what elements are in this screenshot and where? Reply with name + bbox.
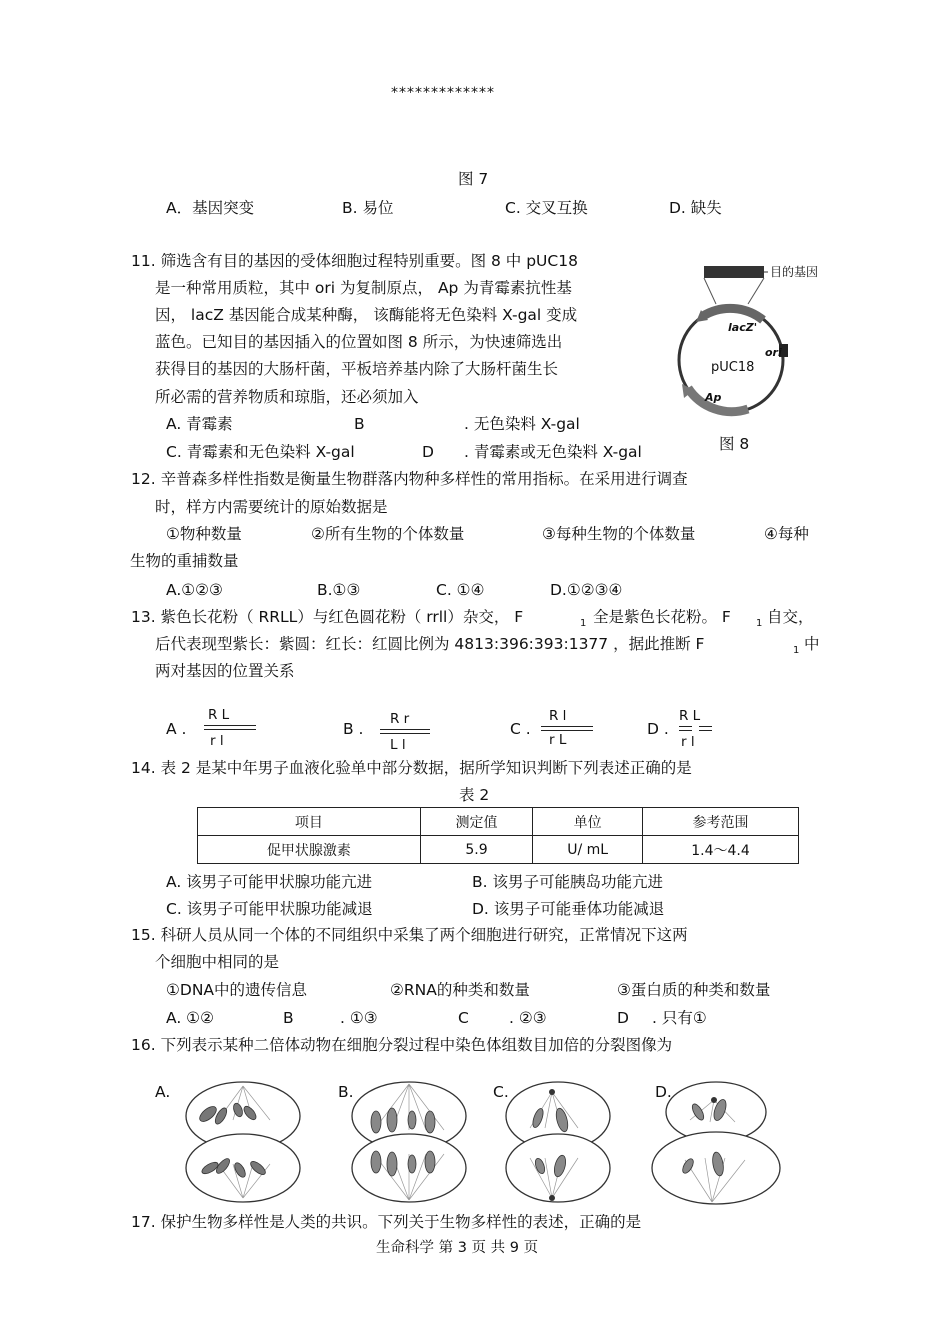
q13-option-d-diagram xyxy=(677,708,717,750)
q15-option-d-label: D xyxy=(617,1009,629,1027)
plasmid-diagram xyxy=(668,260,808,430)
q13-option-c-label: C . xyxy=(510,720,531,738)
target-gene-label: 目的基因 xyxy=(770,265,819,279)
q13-option-b-label: B . xyxy=(343,720,364,738)
figure-7-caption: 图 7 xyxy=(458,170,489,188)
target-gene-bar xyxy=(704,266,764,278)
q13-sub-3: 1 xyxy=(793,645,800,656)
q13-option-a-diagram xyxy=(204,707,256,749)
q15-line-2: 个细胞中相同的是 xyxy=(155,953,280,971)
lacz-label: lacZ' xyxy=(728,321,758,334)
q15-option-c-text: . ②③ xyxy=(509,1009,547,1027)
table-header: 单位 xyxy=(533,808,643,836)
q10-option-b: B. 易位 xyxy=(342,199,394,217)
q16-label-c: C. xyxy=(493,1083,509,1101)
q12-item-1: ①物种数量 xyxy=(166,525,242,543)
cell-diagram-b xyxy=(344,1080,474,1205)
q15-option-d-text: . 只有① xyxy=(652,1009,707,1027)
q13-b-bottom: L l xyxy=(390,737,406,753)
header-stars: ************* xyxy=(391,85,495,101)
q12-line-1: 12. 辛普森多样性指数是衡量生物群落内物种多样性的常用指标。在采用进行调查 xyxy=(131,470,688,488)
q16-line-1: 16. 下列表示某种二倍体动物在细胞分裂过程中染色体组数目加倍的分裂图像为 xyxy=(131,1036,673,1054)
q17-line-1: 17. 保护生物多样性是人类的共识。下列关于生物多样性的表述，正确的是 xyxy=(131,1213,642,1231)
q15-option-b-label: B xyxy=(283,1009,294,1027)
q15-item-1: ①DNA中的遗传信息 xyxy=(166,981,308,999)
plasmid-name: pUC18 xyxy=(711,360,755,375)
q11-option-c: C. 青霉素和无色染料 X-gal xyxy=(166,443,355,461)
cell-diagram-c xyxy=(500,1080,630,1205)
q16-label-d: D. xyxy=(655,1083,672,1101)
q13-option-b-diagram xyxy=(380,711,430,753)
q12-option-d: D.①②③④ xyxy=(550,581,623,599)
table-cell: U/ mL xyxy=(533,836,643,864)
figure-8-caption: 图 8 xyxy=(719,435,750,453)
table-2-title: 表 2 xyxy=(459,786,490,804)
q16-label-a: A. xyxy=(155,1083,171,1101)
ap-label: Ap xyxy=(705,391,722,404)
q16-label-b: B. xyxy=(338,1083,354,1101)
q13-line-1: 13. 紫色长花粉（ RRLL）与红色圆花粉（ rrll）杂交， F xyxy=(131,608,524,626)
q13-option-a-label: A . xyxy=(166,720,187,738)
cell-diagram-a xyxy=(178,1080,308,1205)
q12-line-4: 生物的重捕数量 xyxy=(130,552,239,570)
q11-line-3: 因， lacZ 基因能合成某种酶， 该酶能将无色染料 X-gal 变成 xyxy=(155,306,578,324)
blood-test-table xyxy=(197,807,799,864)
q14-option-b: B. 该男子可能胰岛功能亢进 xyxy=(472,873,663,891)
q12-item-2: ②所有生物的个体数量 xyxy=(311,525,465,543)
q12-option-a: A.①②③ xyxy=(166,581,223,599)
q13-sub-2: 1 xyxy=(756,618,763,629)
table-header: 参考范围 xyxy=(643,808,799,836)
q13-line-2b: 中 xyxy=(804,635,820,653)
q11-line-2: 是一种常用质粒，其中 ori 为复制原点， Ap 为青霉素抗性基 xyxy=(155,279,572,297)
q13-line-1c: 自交， xyxy=(767,608,814,626)
q13-option-c-diagram xyxy=(541,708,593,750)
q13-c-top: R l xyxy=(549,708,567,724)
q13-sub-1: 1 xyxy=(580,618,587,629)
ori-label: ori xyxy=(765,346,782,359)
q15-option-b-text: . ①③ xyxy=(340,1009,378,1027)
q13-d-top: R L xyxy=(679,708,701,724)
table-cell: 促甲状腺激素 xyxy=(198,836,421,864)
q11-option-a: A. 青霉素 xyxy=(166,415,233,433)
q15-item-2: ②RNA的种类和数量 xyxy=(390,981,530,999)
q11-line-5: 获得目的基因的大肠杆菌，平板培养基内除了大肠杆菌生长 xyxy=(155,360,559,378)
table-header-row xyxy=(198,808,799,836)
q13-line-3: 两对基因的位置关系 xyxy=(155,662,295,680)
q13-a-top: R L xyxy=(208,707,230,723)
table-header: 测定值 xyxy=(420,808,533,836)
q13-c-bottom: r L xyxy=(549,732,567,748)
q11-option-b-text: . 无色染料 X-gal xyxy=(464,415,580,433)
q13-line-2: 后代表现型紫长：紫圆：红长：红圆比例为 4813:396:393:1377 ，据此推断 F xyxy=(155,635,705,653)
q12-item-4: ④每种 xyxy=(764,525,809,543)
q11-line-1: 11. 筛选含有目的基因的受体细胞过程特别重要。图 8 中 pUC18 xyxy=(131,252,578,270)
table-cell: 1.4～4.4 xyxy=(643,836,799,864)
q13-line-1b: 全是紫色长花粉。 F xyxy=(593,608,731,626)
q13-b-top: R r xyxy=(390,711,410,727)
q10-option-c: C. 交叉互换 xyxy=(505,199,588,217)
q11-option-b-label: B xyxy=(354,415,365,433)
q15-option-c-label: C xyxy=(458,1009,469,1027)
q14-line-1: 14. 表 2 是某中年男子血液化验单中部分数据，据所学知识判断下列表述正确的是 xyxy=(131,759,692,777)
q11-option-d-text: . 青霉素或无色染料 X-gal xyxy=(464,443,642,461)
q13-option-d-label: D . xyxy=(647,720,669,738)
q12-line-2: 时，样方内需要统计的原始数据是 xyxy=(155,498,388,516)
q15-line-1: 15. 科研人员从同一个体的不同组织中采集了两个细胞进行研究，正常情况下这两 xyxy=(131,926,688,944)
table-cell: 5.9 xyxy=(420,836,533,864)
q13-a-bottom: r l xyxy=(210,733,224,749)
q10-option-a: A．基因突变 xyxy=(166,199,255,217)
table-row xyxy=(198,836,799,864)
q15-option-a: A. ①② xyxy=(166,1009,214,1027)
q14-option-a: A. 该男子可能甲状腺功能亢进 xyxy=(166,873,373,891)
q11-option-d-label: D xyxy=(422,443,434,461)
cell-diagram-d xyxy=(650,1080,800,1205)
q12-item-3: ③每种生物的个体数量 xyxy=(542,525,696,543)
q11-line-4: 蓝色。已知目的基因插入的位置如图 8 所示，为快速筛选出 xyxy=(155,333,563,351)
q10-option-d: D. 缺失 xyxy=(669,199,722,217)
q13-d-bottom: r l xyxy=(681,734,695,750)
page-footer: 生命科学 第 3 页 共 9 页 xyxy=(376,1240,539,1256)
q14-option-d: D. 该男子可能垂体功能减退 xyxy=(472,900,665,918)
q12-option-b: B.①③ xyxy=(317,581,361,599)
q14-option-c: C. 该男子可能甲状腺功能减退 xyxy=(166,900,373,918)
q11-line-6: 所必需的营养物质和琼脂，还必须加入 xyxy=(155,388,419,406)
table-header: 项目 xyxy=(198,808,421,836)
q12-option-c: C. ①④ xyxy=(436,581,485,599)
q15-item-3: ③蛋白质的种类和数量 xyxy=(617,981,771,999)
